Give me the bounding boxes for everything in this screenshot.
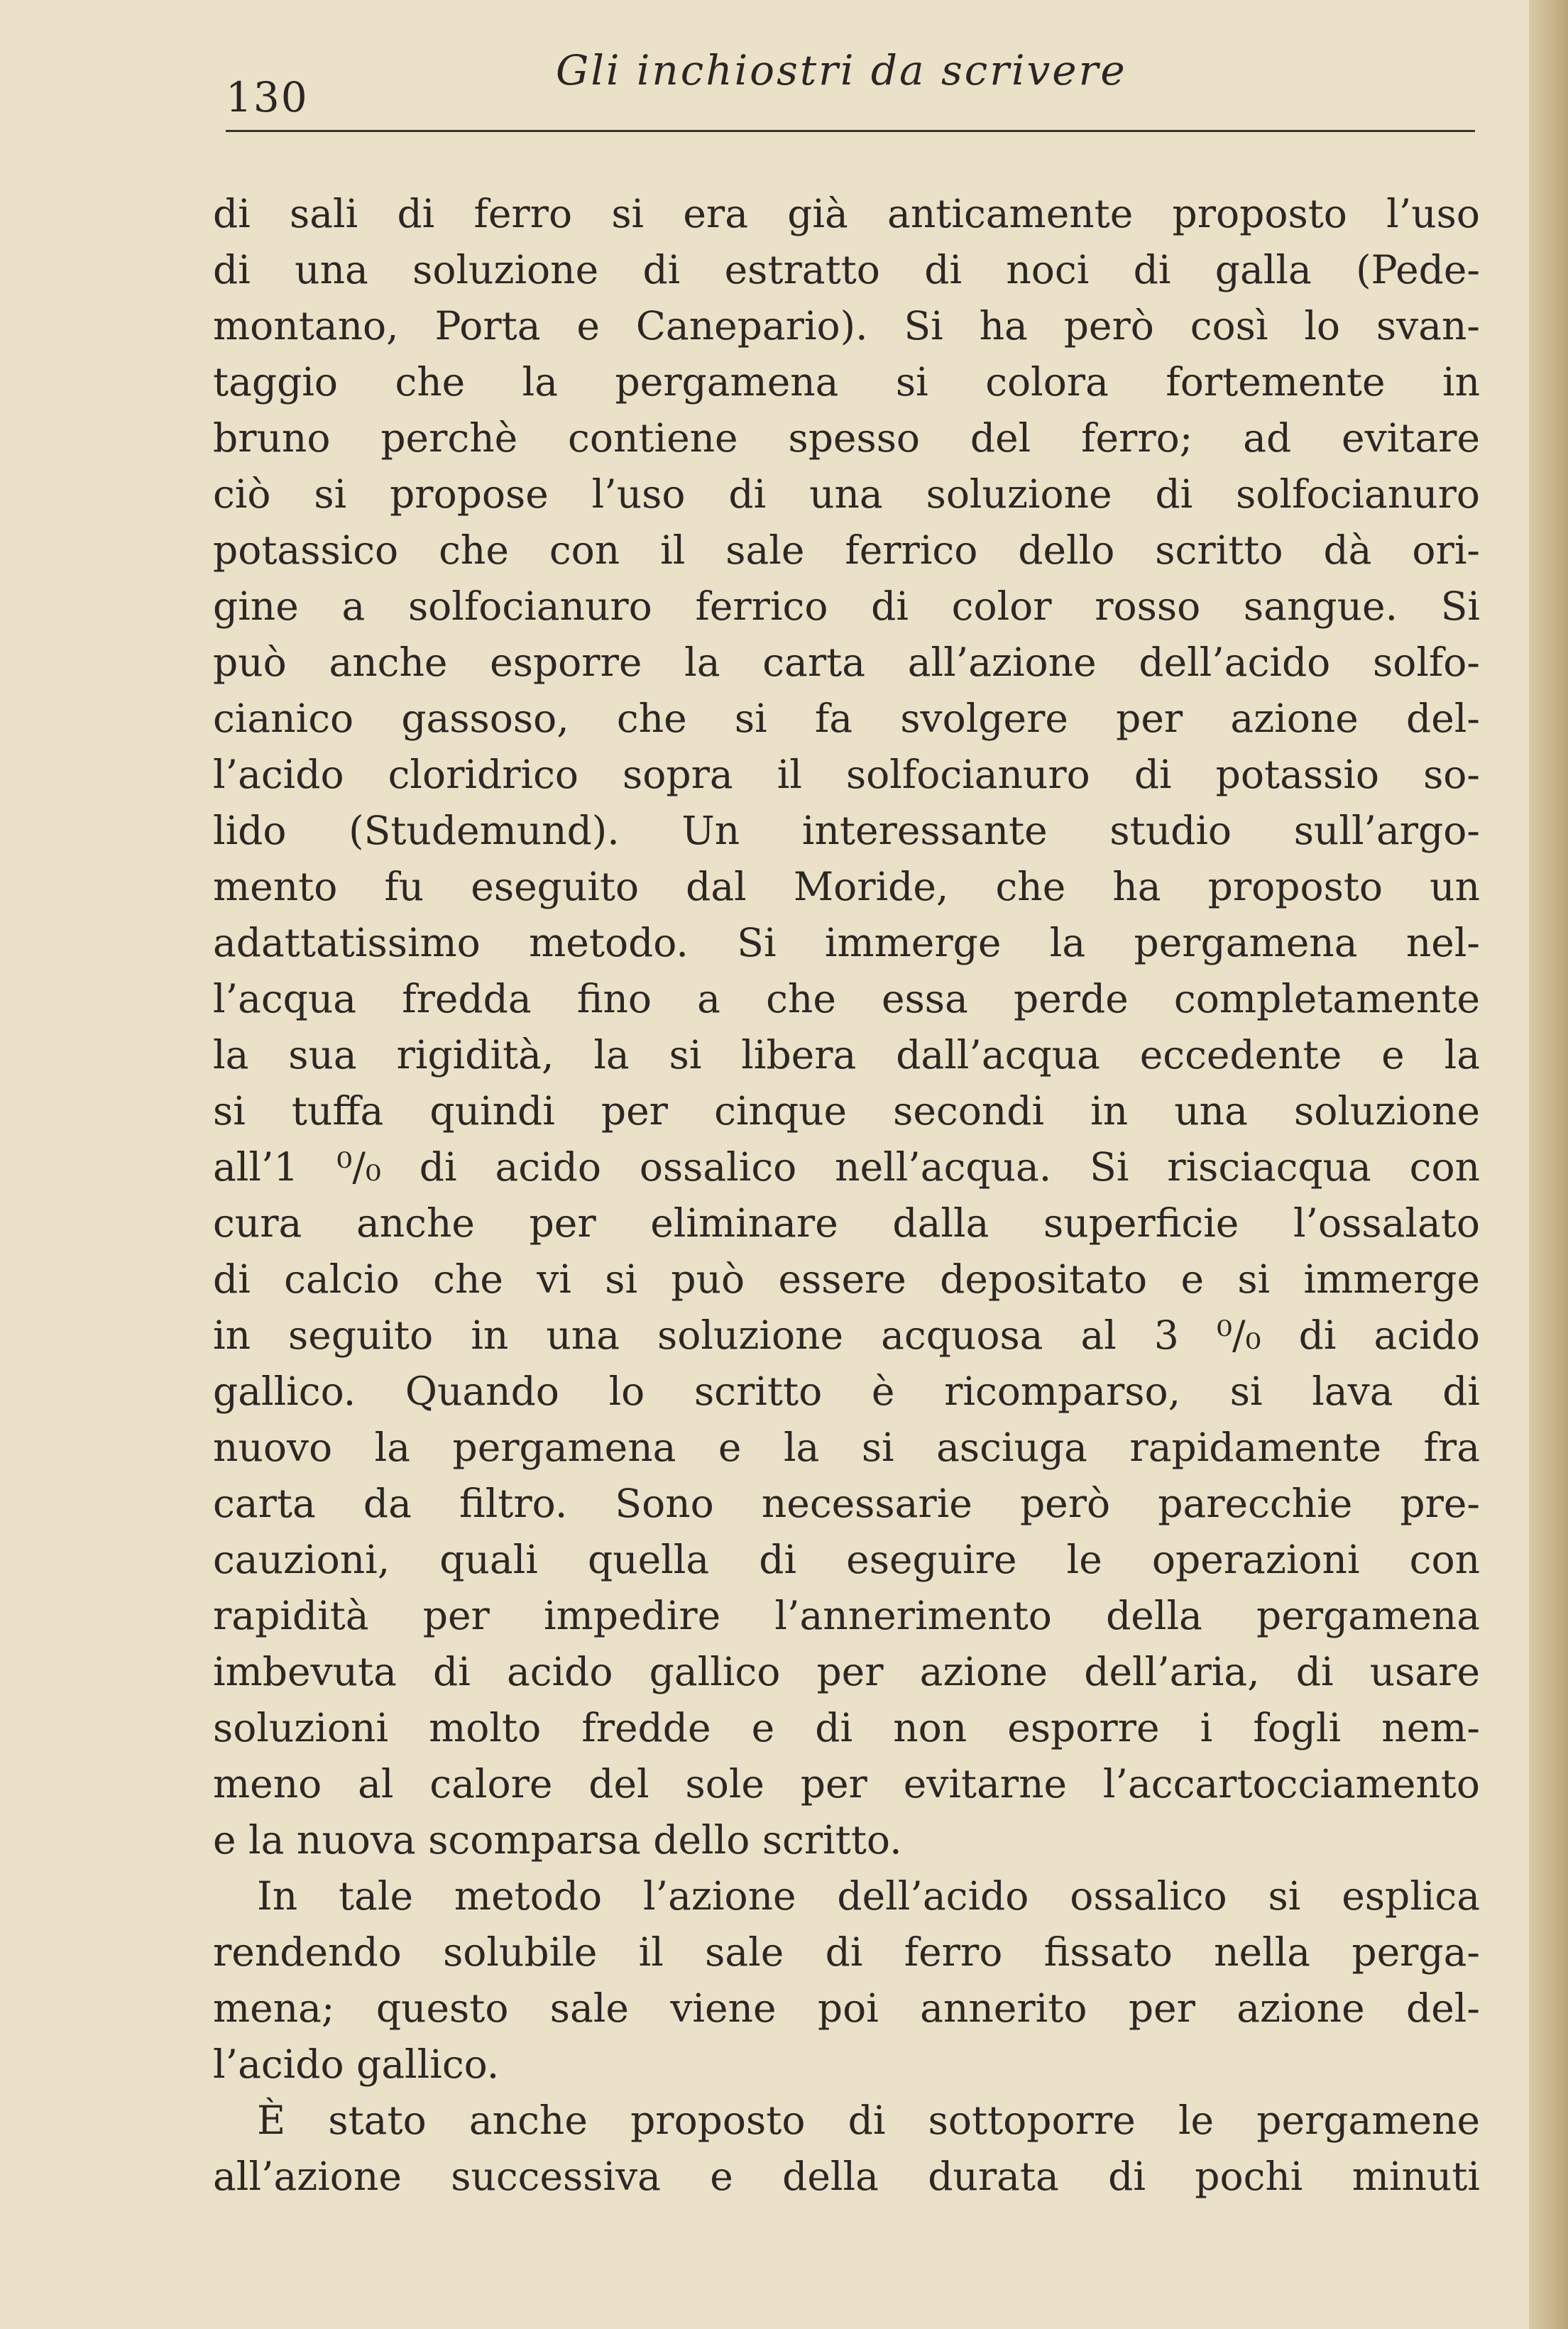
text-line: montano, Porta e Canepario). Si ha però così lo svan- [213, 303, 1480, 349]
text-line: può anche esporre la carta all’azione dell’acido solfo- [213, 640, 1480, 685]
text-line: gine a solfocianuro ferrico di color rosso sangue. Si [213, 583, 1480, 629]
text-line: gallico. Quando lo scritto è ricomparso, si lava di [213, 1369, 1480, 1414]
text-line: mento fu eseguito dal Moride, che ha proposto un [213, 864, 1480, 909]
text-line: l’acido cloridrico sopra il solfocianuro di potassio so- [213, 752, 1480, 797]
text-line: cura anche per eliminare dalla superficie l’ossalato [213, 1200, 1480, 1246]
text-line: ciò si propose l’uso di una soluzione di solfocianuro [213, 471, 1480, 517]
page-header [226, 39, 1475, 146]
text-line: lido (Studemund). Un interessante studio sull’argo- [213, 808, 1480, 853]
text-line: cauzioni, quali quella di eseguire le operazioni con [213, 1537, 1480, 1582]
text-line: in seguito in una soluzione acquosa al 3 ⁰/₀ di acido [213, 1313, 1480, 1358]
text-line: di una soluzione di estratto di noci di galla (Pede- [213, 247, 1480, 292]
text-line: adattatissimo metodo. Si immerge la pergamena nel- [213, 920, 1480, 965]
text-line: soluzioni molto fredde e di non esporre i fogli nem- [213, 1705, 1480, 1750]
text-line: la sua rigidità, la si libera dall’acqua eccedente e la [213, 1032, 1480, 1078]
page-edge [1529, 0, 1568, 2329]
text-line: mena; questo sale viene poi annerito per azione del- [213, 1985, 1480, 2031]
text-line: In tale metodo l’azione dell’acido ossalico si esplica [257, 1873, 1480, 1919]
text-line: l’acqua fredda fino a che essa perde completamente [213, 976, 1480, 1021]
text-line: rendendo solubile il sale di ferro fissato nella perga- [213, 1929, 1480, 1975]
text-line: meno al calore del sole per evitarne l’accartocciamento [213, 1761, 1480, 1807]
text-line: rapidità per impedire l’annerimento della pergamena [213, 1593, 1480, 1638]
text-line: si tuffa quindi per cinque secondi in una soluzione [213, 1088, 1480, 1134]
text-line: di sali di ferro si era già anticamente proposto l’uso [213, 191, 1480, 236]
text-line: all’1 ⁰/₀ di acido ossalico nell’acqua. Si risciacqua con [213, 1144, 1480, 1190]
text-line: È stato anche proposto di sottoporre le pergamene [257, 2098, 1480, 2143]
text-line: potassico che con il sale ferrico dello scritto dà ori- [213, 527, 1480, 573]
text-line: bruno perchè contiene spesso del ferro; ad evitare [213, 415, 1480, 461]
text-line: imbevuta di acido gallico per azione dell’aria, di usare [213, 1649, 1480, 1694]
text-line: cianico gassoso, che si fa svolgere per azione del- [213, 696, 1480, 741]
text-line: di calcio che vi si può essere depositato e si immerge [213, 1256, 1480, 1302]
text-line: l’acido gallico. [213, 2042, 500, 2087]
text-line: e la nuova scomparsa dello scritto. [213, 1817, 902, 1863]
text-line: nuovo la pergamena e la si asciuga rapidamente fra [213, 1425, 1480, 1470]
running-title: Gli inchiostri da scrivere [556, 46, 1127, 94]
text-line: carta da filtro. Sono necessarie però parecchie pre- [213, 1481, 1480, 1526]
text-line: taggio che la pergamena si colora fortemente in [213, 359, 1480, 405]
page-number: 130 [226, 73, 309, 121]
text-line: all’azione successiva e della durata di pochi minuti [213, 2154, 1480, 2199]
body-text [213, 186, 1480, 2205]
header-rule [226, 130, 1475, 132]
